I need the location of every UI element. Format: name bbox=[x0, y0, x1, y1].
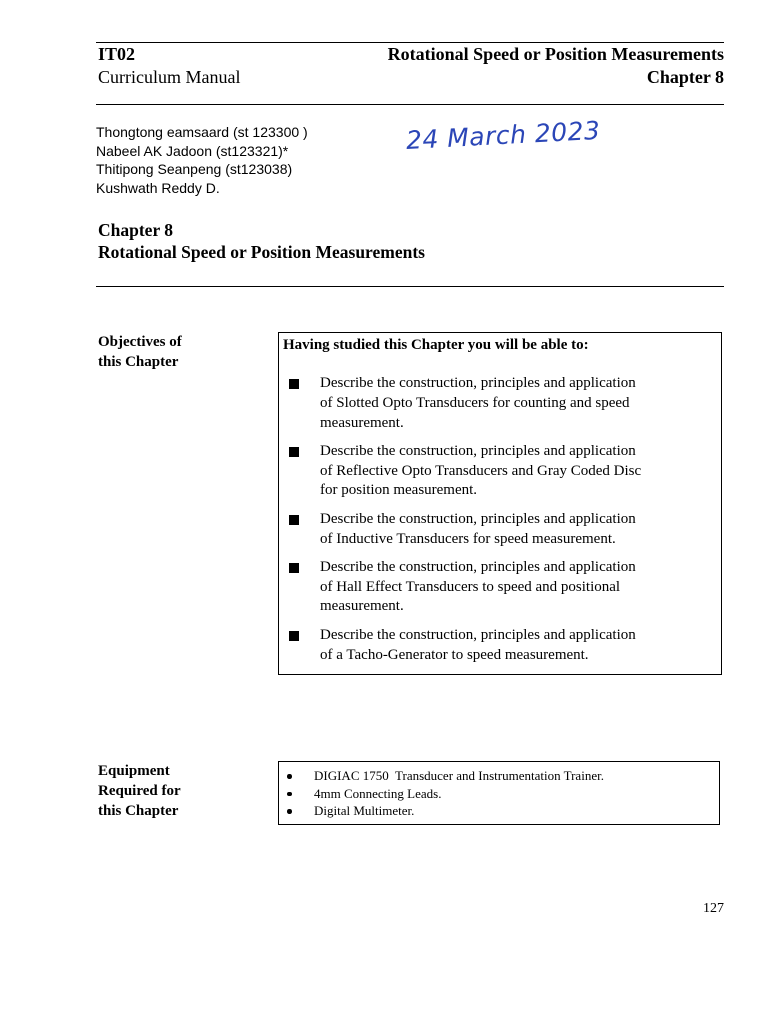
page-number: 127 bbox=[703, 901, 724, 916]
objective-line: Describe the construction, principles and application bbox=[320, 626, 636, 643]
square-bullet-icon bbox=[289, 631, 299, 641]
chapter-heading bbox=[98, 219, 425, 263]
objectives-label-line: this Chapter bbox=[98, 354, 179, 370]
square-bullet-icon bbox=[289, 447, 299, 457]
equipment-box bbox=[278, 761, 720, 825]
running-title: Rotational Speed or Position Measurements bbox=[387, 44, 724, 64]
objective-item bbox=[279, 442, 721, 501]
square-bullet-icon bbox=[289, 379, 299, 389]
objective-line: Describe the construction, principles and application bbox=[320, 510, 636, 527]
bullet-icon bbox=[287, 774, 292, 779]
objective-line: of Hall Effect Transducers to speed and positional bbox=[320, 578, 621, 595]
equipment-item-text: DIGIAC 1750 Transducer and Instrumentation Trainer. bbox=[314, 768, 604, 783]
objectives-label bbox=[98, 332, 182, 372]
objective-line: Describe the construction, principles and application bbox=[320, 375, 636, 391]
equipment-item bbox=[279, 802, 719, 820]
objective-item bbox=[279, 558, 721, 617]
square-bullet-icon bbox=[289, 563, 299, 573]
objectives-intro: Having studied this Chapter you will be able to: bbox=[283, 337, 589, 353]
equipment-item-text: 4mm Connecting Leads. bbox=[314, 785, 442, 801]
objectives-list bbox=[279, 374, 721, 674]
equipment-label-line: Equipment bbox=[98, 763, 170, 779]
chapter-number: Chapter 8 bbox=[98, 220, 174, 240]
author-name: Nabeel AK Jadoon (st123321)* bbox=[96, 142, 289, 159]
author-name: Kushwath Reddy D. bbox=[96, 179, 220, 196]
equipment-label-line: Required for bbox=[98, 783, 181, 799]
equipment-item bbox=[279, 767, 719, 785]
objective-line: of Reflective Opto Transducers and Gray Coded Disc bbox=[320, 462, 642, 479]
objective-line: of a Tacho-Generator to speed measurement. bbox=[320, 646, 589, 663]
equipment-item bbox=[279, 785, 719, 803]
objective-line: Describe the construction, principles and application bbox=[320, 442, 636, 459]
author-name: Thongtong eamsaard (st 123300 ) bbox=[96, 124, 308, 140]
objective-line: measurement. bbox=[320, 598, 404, 615]
course-code: IT02 bbox=[98, 44, 136, 64]
bullet-icon bbox=[287, 792, 292, 797]
chapter-rule bbox=[96, 286, 724, 287]
objective-item bbox=[279, 626, 721, 666]
equipment-label-line: this Chapter bbox=[98, 803, 179, 819]
objective-line: of Inductive Transducers for speed measurement. bbox=[320, 530, 616, 547]
objectives-label-line: Objectives of bbox=[98, 334, 182, 350]
square-bullet-icon bbox=[289, 515, 299, 525]
equipment-item-text: Digital Multimeter. bbox=[314, 803, 415, 818]
bullet-icon bbox=[287, 809, 292, 814]
objective-item bbox=[279, 374, 721, 433]
author-list bbox=[96, 123, 308, 197]
manual-name: Curriculum Manual bbox=[98, 67, 241, 87]
author-name: Thitipong Seanpeng (st123038) bbox=[96, 161, 293, 177]
objective-line: measurement. bbox=[320, 414, 404, 431]
objectives-box bbox=[278, 332, 722, 675]
running-chapter: Chapter 8 bbox=[646, 67, 724, 87]
objective-line: Describe the construction, principles and application bbox=[320, 558, 636, 575]
objective-line: for position measurement. bbox=[320, 482, 478, 499]
objective-item bbox=[279, 510, 721, 550]
handwritten-date: 24 March 2023 bbox=[405, 115, 602, 155]
equipment-list bbox=[279, 767, 719, 820]
equipment-label bbox=[98, 761, 181, 821]
chapter-title: Rotational Speed or Position Measurements bbox=[98, 242, 425, 262]
header-rule bbox=[96, 104, 724, 105]
objective-line: of Slotted Opto Transducers for counting and speed bbox=[320, 394, 630, 411]
